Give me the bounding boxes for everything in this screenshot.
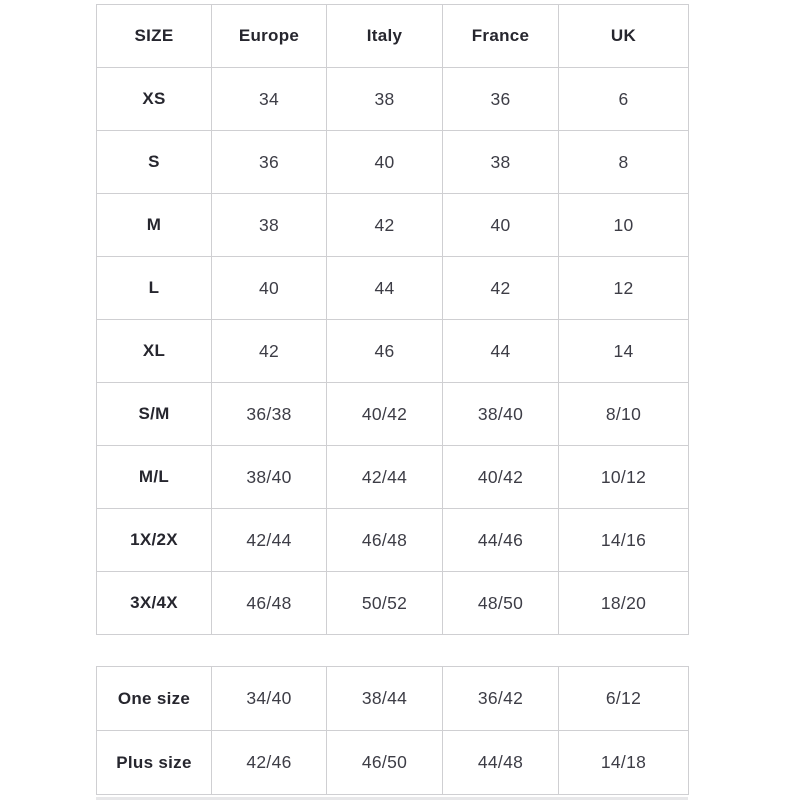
size-value-cell: 44 <box>443 320 559 383</box>
size-value-cell: 42/46 <box>212 731 327 795</box>
size-value-cell: 34/40 <box>212 667 327 731</box>
size-value-cell: 38 <box>327 68 443 131</box>
size-value-cell: 48/50 <box>443 572 559 635</box>
column-header-europe: Europe <box>212 5 327 68</box>
size-value-cell: 38/44 <box>327 667 443 731</box>
special-sizes-table-body <box>97 667 689 795</box>
row-label: 3X/4X <box>97 572 212 635</box>
table-row-xl <box>97 320 689 383</box>
size-value-cell: 40 <box>212 257 327 320</box>
table-row-xs <box>97 68 689 131</box>
table-row-l <box>97 257 689 320</box>
table-row-s <box>97 131 689 194</box>
size-value-cell: 42/44 <box>327 446 443 509</box>
size-value-cell: 40 <box>327 131 443 194</box>
size-value-cell: 34 <box>212 68 327 131</box>
size-value-cell: 50/52 <box>327 572 443 635</box>
size-value-cell: 6/12 <box>559 667 689 731</box>
size-value-cell: 38/40 <box>443 383 559 446</box>
table-row-1x-2x <box>97 509 689 572</box>
size-table-body <box>97 68 689 635</box>
size-value-cell: 36/42 <box>443 667 559 731</box>
size-value-cell: 10 <box>559 194 689 257</box>
size-value-cell: 38 <box>212 194 327 257</box>
size-value-cell: 8/10 <box>559 383 689 446</box>
size-conversion-table <box>96 4 689 635</box>
row-label: One size <box>97 667 212 731</box>
size-value-cell: 38/40 <box>212 446 327 509</box>
row-label: 1X/2X <box>97 509 212 572</box>
size-value-cell: 44/48 <box>443 731 559 795</box>
size-value-cell: 8 <box>559 131 689 194</box>
row-label: XS <box>97 68 212 131</box>
size-value-cell: 38 <box>443 131 559 194</box>
row-label: S/M <box>97 383 212 446</box>
size-value-cell: 42/44 <box>212 509 327 572</box>
table-row-m <box>97 194 689 257</box>
size-value-cell: 12 <box>559 257 689 320</box>
size-value-cell: 14/18 <box>559 731 689 795</box>
row-label: XL <box>97 320 212 383</box>
column-header-uk: UK <box>559 5 689 68</box>
size-value-cell: 36 <box>443 68 559 131</box>
size-value-cell: 40/42 <box>327 383 443 446</box>
column-header-size: SIZE <box>97 5 212 68</box>
row-label: M/L <box>97 446 212 509</box>
column-header-france: France <box>443 5 559 68</box>
table-row-s-m <box>97 383 689 446</box>
row-label: Plus size <box>97 731 212 795</box>
column-header-italy: Italy <box>327 5 443 68</box>
size-value-cell: 42 <box>443 257 559 320</box>
size-value-cell: 36/38 <box>212 383 327 446</box>
size-value-cell: 46/48 <box>327 509 443 572</box>
size-value-cell: 44/46 <box>443 509 559 572</box>
size-value-cell: 42 <box>212 320 327 383</box>
size-chart-page <box>96 4 688 800</box>
size-value-cell: 40 <box>443 194 559 257</box>
size-value-cell: 44 <box>327 257 443 320</box>
table-row-plus-size <box>97 731 689 795</box>
size-value-cell: 14/16 <box>559 509 689 572</box>
table-row-one-size <box>97 667 689 731</box>
size-value-cell: 18/20 <box>559 572 689 635</box>
size-value-cell: 14 <box>559 320 689 383</box>
size-value-cell: 46/48 <box>212 572 327 635</box>
size-value-cell: 46 <box>327 320 443 383</box>
size-value-cell: 40/42 <box>443 446 559 509</box>
size-value-cell: 10/12 <box>559 446 689 509</box>
table-row-m-l <box>97 446 689 509</box>
row-label: L <box>97 257 212 320</box>
size-value-cell: 36 <box>212 131 327 194</box>
size-value-cell: 46/50 <box>327 731 443 795</box>
table-row-3x-4x <box>97 572 689 635</box>
size-value-cell: 6 <box>559 68 689 131</box>
size-table-header <box>97 5 689 68</box>
row-label: M <box>97 194 212 257</box>
size-value-cell: 42 <box>327 194 443 257</box>
header-row <box>97 5 689 68</box>
special-sizes-table <box>96 666 689 795</box>
row-label: S <box>97 131 212 194</box>
